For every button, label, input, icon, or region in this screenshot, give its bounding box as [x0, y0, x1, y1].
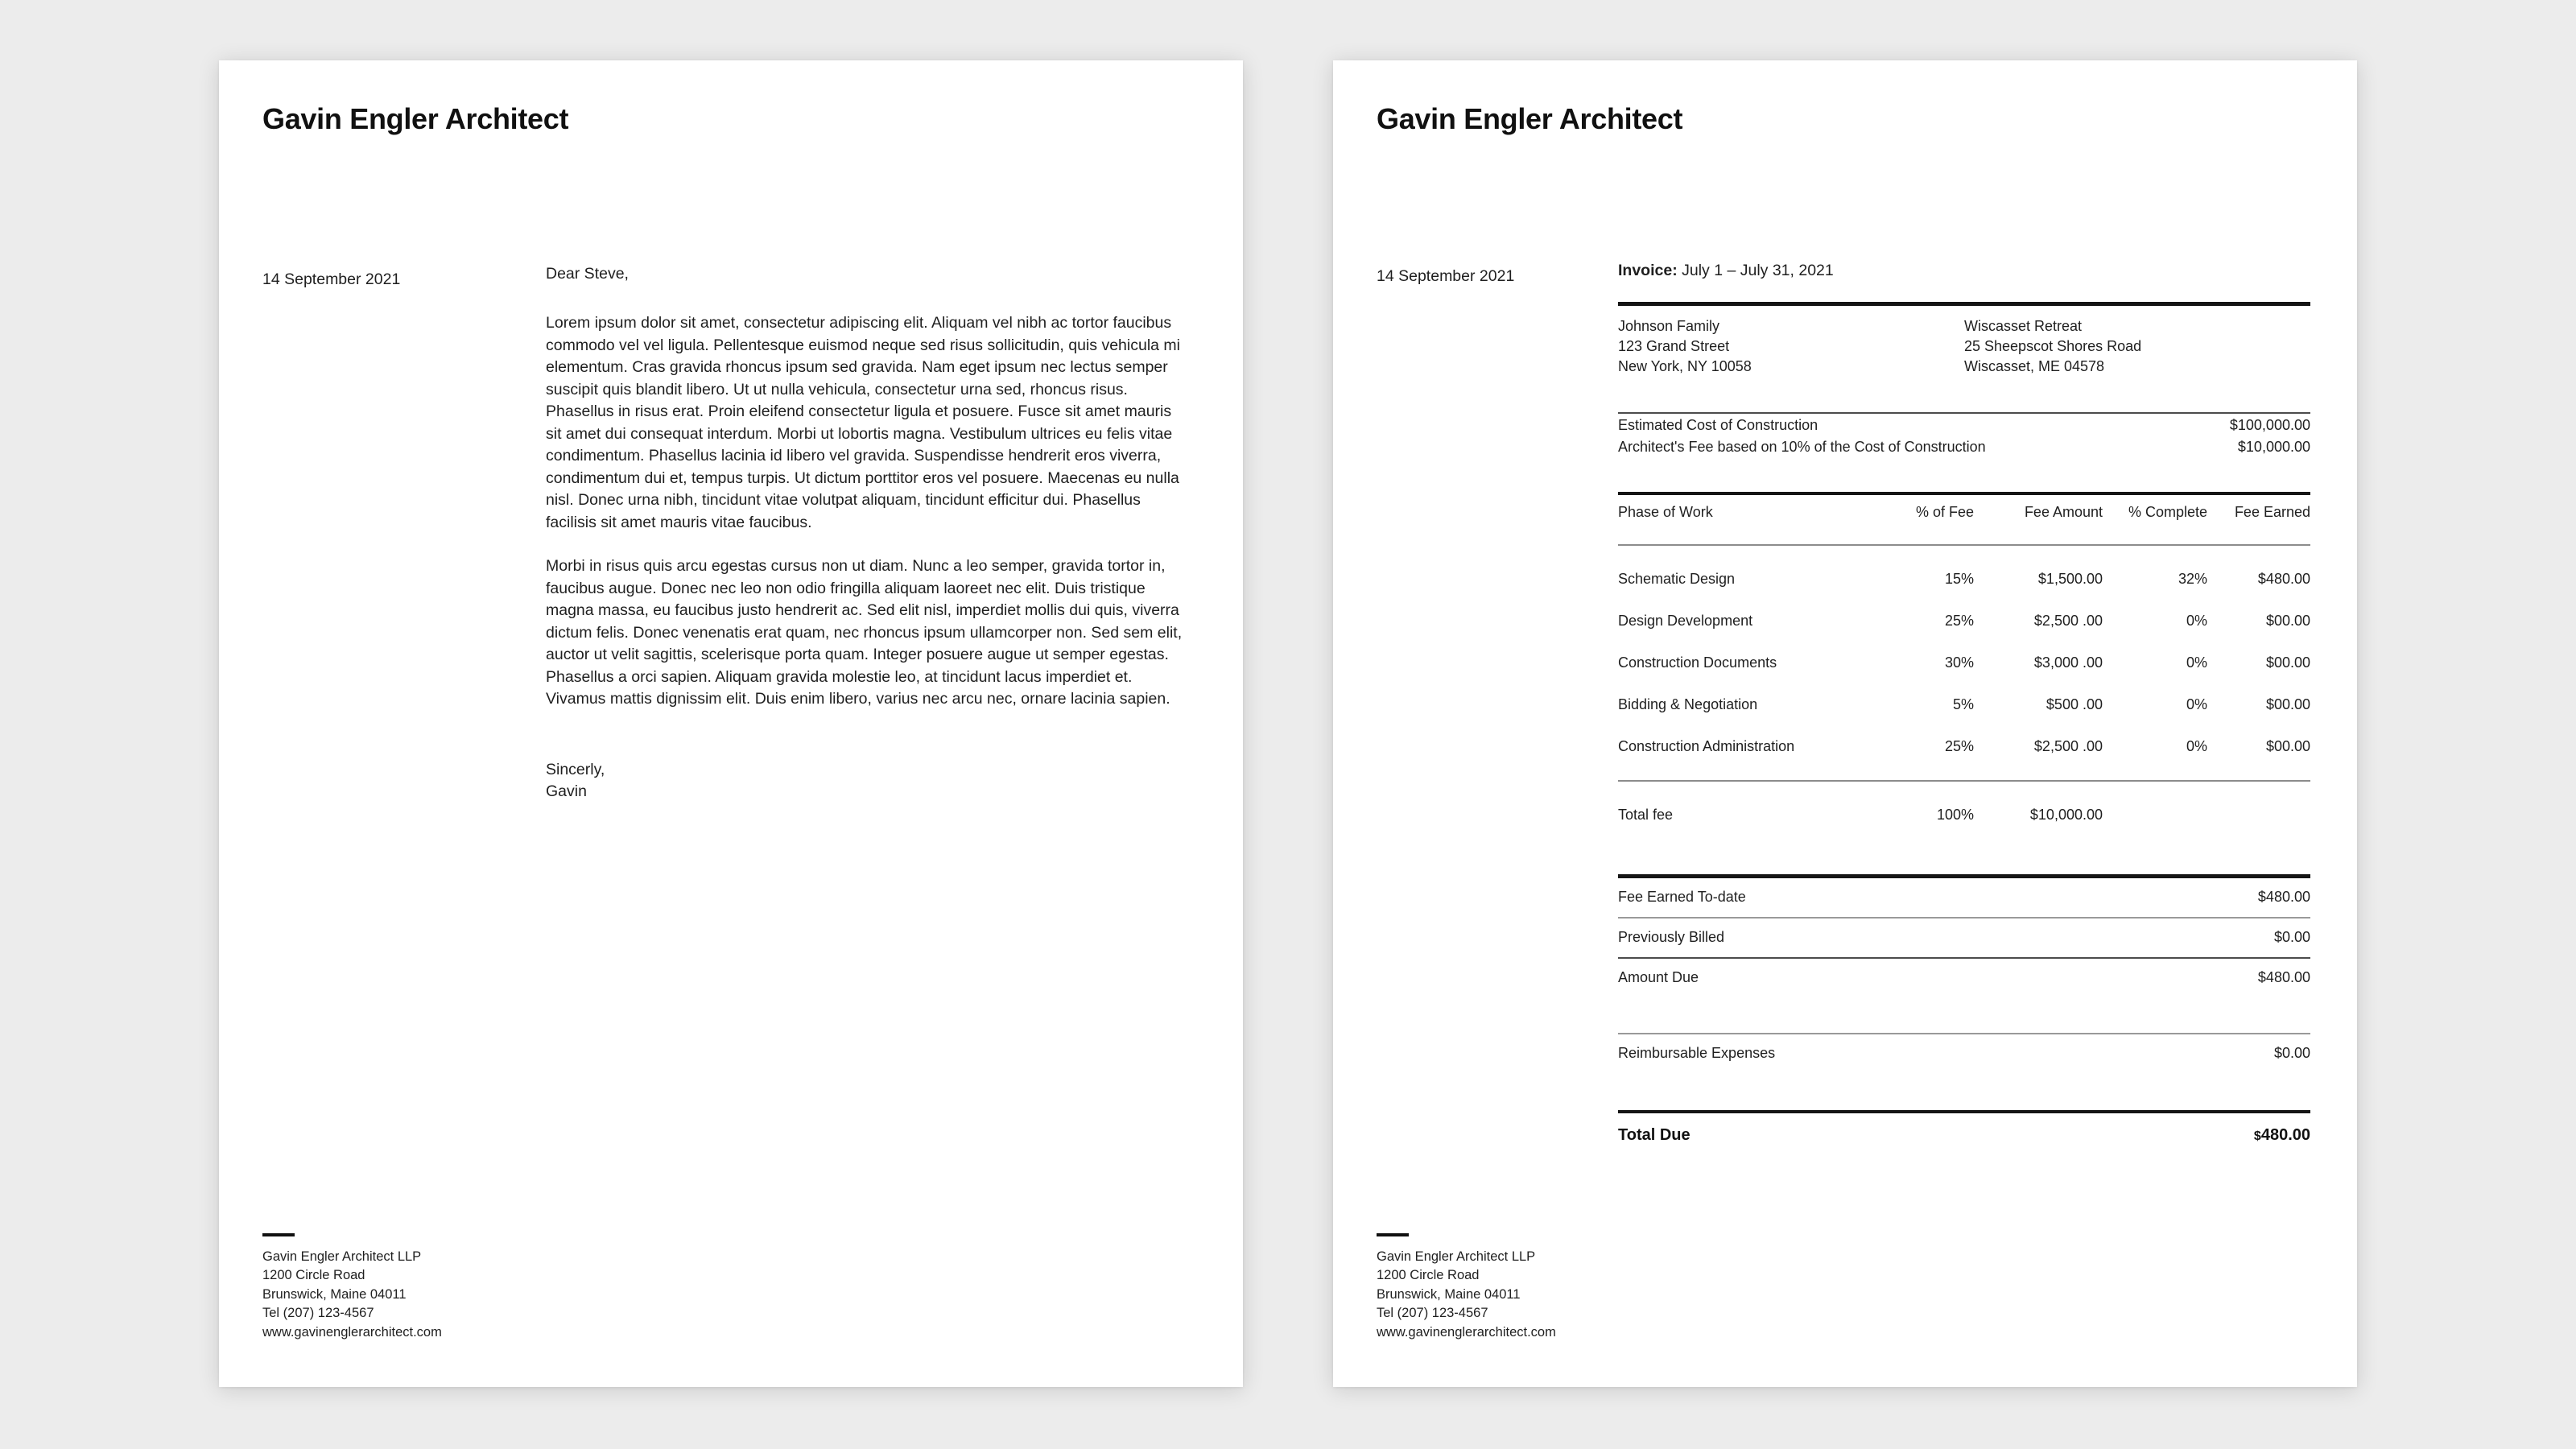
table-row: [1618, 558, 2310, 600]
total-fee-row: [1618, 794, 2310, 836]
phase-pct-complete: 32%: [2178, 571, 2207, 587]
cost-row: [1618, 436, 2310, 458]
cost-value: $10,000.00: [2237, 439, 2310, 455]
phase-pct-fee: 15%: [1944, 571, 1974, 587]
phase-pct-fee: 30%: [1944, 654, 1974, 671]
total-due-section: [1618, 1110, 2310, 1146]
letter-paragraph-1: Lorem ipsum dolor sit amet, consectetur adipiscing elit. Aliquam vel nibh ac tortor faucibus commodo vel vel ligula. Pellentesque euismod neque sed risus sollicitudin, quis vehicula mi elementum. Cras gravida rhoncus ipsum sed gravida. Nam eget ipsum nec lectus semper suscipit quis blandit libero. Ut ut nulla vehicula, consectetur urna sed, rhoncus risus. Phasellus in risus erat. Proin eleifend consectetur ligula et posuere. Fusce sit amet mauris sit amet dui consequat interdum. Morbi ut lobortis magna. Vestibulum ultrices eu felis vitae condimentum. Phasellus lacinia id libero vel gravida. Suspendisse hendrerit eros viverra, condimentum dui et, tempus turpis. Ut dictum porttitor eros vel posuere. Maecenas eu nulla nisl. Donec urna nibh, tincidunt vitae volutpat aliquam, tincidunt efficitur dui. Phasellus facilisis sit amet mauris vitae faucibus.: [546, 314, 1180, 531]
phase-name: Bidding & Negotiation: [1618, 696, 1758, 712]
cost-summary-section: [1618, 412, 2310, 458]
client-name: Johnson Family: [1618, 317, 1720, 334]
col-header-phase: Phase of Work: [1618, 504, 1713, 520]
phase-name: Schematic Design: [1618, 571, 1736, 587]
summary-label: Fee Earned To-date: [1618, 888, 1746, 905]
letter-signoff: [546, 759, 1190, 803]
phase-pct-fee: 5%: [1952, 696, 1974, 712]
client-address: [1618, 316, 1964, 377]
phase-name: Construction Documents: [1618, 654, 1777, 671]
letter-body: [546, 265, 1190, 803]
total-due-row: [1618, 1113, 2310, 1145]
reimbursable-label: Reimbursable Expenses: [1618, 1044, 1776, 1061]
signoff-closing: Sincerly,: [546, 760, 605, 778]
phase-name: Construction Administration: [1618, 738, 1795, 754]
footer-street: 1200 Circle Road: [1377, 1268, 1480, 1282]
phase-fee-amount: $2,500 .00: [2033, 738, 2103, 754]
cost-label: Architect's Fee based on 10% of the Cost of Construction: [1618, 439, 1986, 455]
invoice-date: 14 September 2021: [1377, 267, 1515, 285]
phase-table-section: [1618, 492, 2310, 836]
cost-row: [1618, 414, 2310, 436]
footer-company: Gavin Engler Architect LLP: [262, 1249, 422, 1264]
total-fee-label: Total fee: [1618, 807, 1674, 823]
total-fee-rule-cell: [1618, 767, 2310, 794]
phase-of-work-table: [1618, 495, 2310, 836]
billing-summary-section: [1618, 874, 2310, 1073]
letter-page: [219, 60, 1243, 1387]
phase-pct-fee: 25%: [1944, 613, 1974, 629]
signoff-name: Gavin: [546, 782, 587, 800]
reimbursable-value: $0.00: [2273, 1044, 2310, 1061]
client-street: 123 Grand Street: [1618, 337, 1730, 354]
table-header-rule: [1618, 544, 2310, 546]
phase-fee-amount: $2,500 .00: [2033, 613, 2103, 629]
phase-fee-amount: $500 .00: [2046, 696, 2103, 712]
col-header-pct-complete: % Complete: [2128, 504, 2207, 520]
invoice-block: [1618, 262, 2310, 1145]
footer-phone: Tel (207) 123-4567: [1377, 1306, 1488, 1320]
invoice-period-heading: [1618, 262, 2310, 280]
phase-fee-earned: $00.00: [2265, 696, 2310, 712]
phase-fee-earned: $00.00: [2265, 654, 2310, 671]
letterhead-title: Gavin Engler Architect: [262, 102, 569, 135]
summary-label: Previously Billed: [1618, 928, 1725, 945]
table-row: [1618, 725, 2310, 767]
phase-pct-complete: 0%: [2186, 738, 2207, 754]
table-row: [1618, 642, 2310, 683]
page-footer: [1377, 1233, 1556, 1343]
project-street: 25 Sheepscot Shores Road: [1964, 337, 2142, 354]
phase-fee-earned: $00.00: [2265, 613, 2310, 629]
footer-city: Brunswick, Maine 04011: [1377, 1286, 1521, 1302]
table-header-rule-cell: [1618, 531, 2310, 558]
footer-company: Gavin Engler Architect LLP: [1377, 1249, 1536, 1264]
letter-paragraph-2: Morbi in risus quis arcu egestas cursus non ut diam. Nunc a leo semper, gravida tortor in, faucibus augue. Donec nec leo non odio fringilla aliquam laoreet nec elit. Duis tristique magna massa, eu faucibus justo hendrerit ac. Sed elit nisl, imperdiet mollis dui quis, viverra dictum felis. Donec venenatis erat quam, nec rhoncus ipsum ullamcorper non. Sed sem elit, auctor ut velit sagittis, scelerisque porta quam. Integer posuere augue ut semper egestas. Phasellus a orci sapien. Aliquam gravida molestie leo, at tincidunt lacus imperdiet et. Vivamus mattis dignissim elit. Duis enim libero, varius nec arcu nec, ornare lacinia sapien.: [546, 557, 1183, 708]
page-footer: [262, 1233, 442, 1343]
total-fee-pct: 100%: [1936, 807, 1974, 823]
project-address: [1964, 316, 2310, 377]
total-fee-rule-row: [1618, 767, 2310, 794]
phase-fee-earned: $480.00: [2257, 571, 2310, 587]
table-header-row: [1618, 495, 2310, 531]
footer-street: 1200 Circle Road: [262, 1268, 365, 1282]
invoice-page: [1333, 60, 2357, 1387]
summary-row: [1618, 878, 2310, 917]
cost-value: $100,000.00: [2229, 416, 2310, 433]
total-fee-rule: [1618, 780, 2310, 782]
reimbursable-row: [1618, 1034, 2310, 1073]
summary-row: [1618, 959, 2310, 997]
total-due-currency: $: [2253, 1129, 2261, 1143]
project-city: Wiscasset, ME 04578: [1964, 357, 2105, 374]
col-header-pct-fee: % of Fee: [1915, 504, 1974, 520]
footer-website[interactable]: www.gavinenglerarchitect.com: [1377, 1324, 1556, 1340]
client-city: New York, NY 10058: [1618, 357, 1752, 374]
col-header-fee-earned: Fee Earned: [2234, 504, 2310, 520]
total-due-label: Total Due: [1618, 1126, 1690, 1144]
phase-pct-complete: 0%: [2186, 696, 2207, 712]
parties-section: [1618, 306, 2310, 377]
total-due-amount-group: [2254, 1126, 2310, 1145]
total-fee-amount: $10,000.00: [2029, 807, 2103, 823]
cost-label: Estimated Cost of Construction: [1618, 416, 1818, 433]
footer-city: Brunswick, Maine 04011: [262, 1286, 407, 1302]
phase-fee-amount: $3,000 .00: [2033, 654, 2103, 671]
summary-row: [1618, 919, 2310, 957]
invoice-label: Invoice:: [1618, 262, 1678, 279]
total-due-amount: 480.00: [2260, 1126, 2310, 1144]
table-row: [1618, 683, 2310, 725]
phase-fee-earned: $00.00: [2265, 738, 2310, 754]
total-fee-pct-complete: [2103, 794, 2207, 836]
phase-pct-complete: 0%: [2186, 654, 2207, 671]
table-header-rule-row: [1618, 531, 2310, 558]
table-row: [1618, 600, 2310, 642]
summary-label: Amount Due: [1618, 968, 1699, 985]
footer-divider-rule: [1377, 1233, 1409, 1236]
col-header-fee-amount: Fee Amount: [2024, 504, 2103, 520]
phase-fee-amount: $1,500.00: [2037, 571, 2103, 587]
summary-spacer: [1618, 997, 2310, 1033]
phase-pct-complete: 0%: [2186, 613, 2207, 629]
footer-divider-rule: [262, 1233, 295, 1236]
invoice-period: July 1 – July 31, 2021: [1677, 262, 1834, 279]
summary-value: $480.00: [2257, 968, 2310, 985]
phase-name: Design Development: [1618, 613, 1753, 629]
footer-phone: Tel (207) 123-4567: [262, 1306, 374, 1320]
letter-salutation: Dear Steve,: [546, 265, 629, 283]
summary-value: $0.00: [2273, 928, 2310, 945]
footer-website[interactable]: www.gavinenglerarchitect.com: [262, 1324, 442, 1340]
project-name: Wiscasset Retreat: [1964, 317, 2083, 334]
total-fee-earned: [2207, 794, 2310, 836]
letterhead-title: Gavin Engler Architect: [1377, 102, 1683, 135]
letter-date: 14 September 2021: [262, 270, 401, 288]
summary-value: $480.00: [2257, 888, 2310, 905]
phase-pct-fee: 25%: [1944, 738, 1974, 754]
